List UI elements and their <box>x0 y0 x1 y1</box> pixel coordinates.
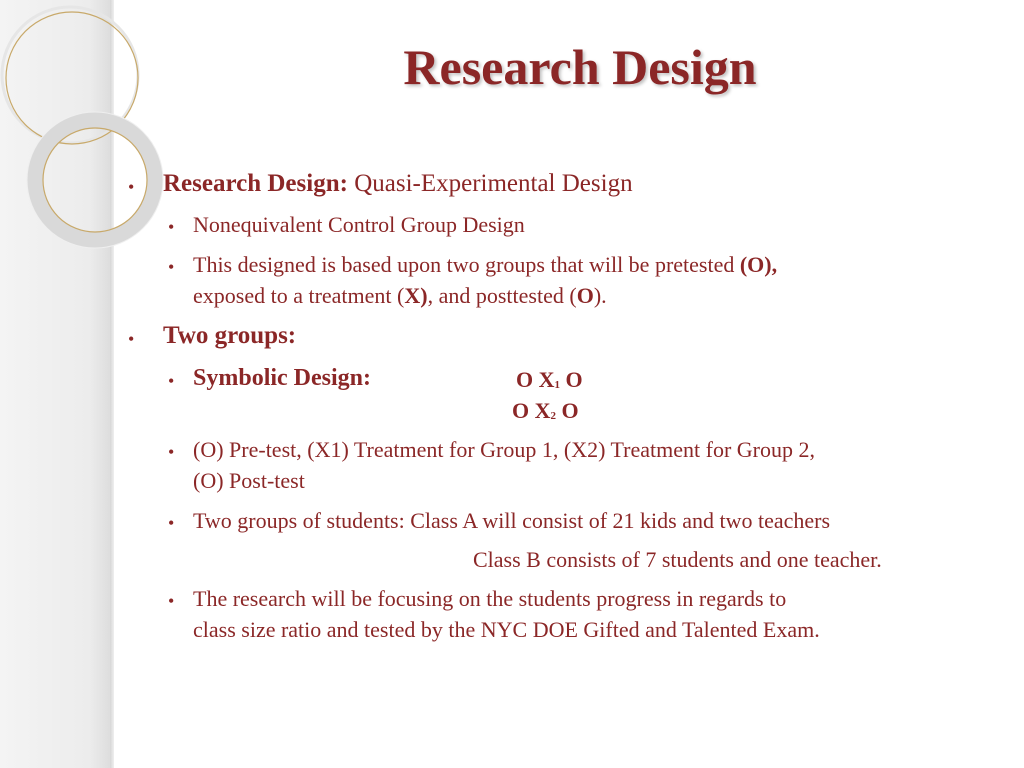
symbolic-row-2 <box>512 398 579 424</box>
research-design-label: Research Design: <box>163 170 348 197</box>
legend-line-2: (O) Post-test <box>193 468 305 493</box>
design-text-part: exposed to a treatment ( <box>193 283 405 308</box>
bullet-dot-icon: • <box>168 513 175 533</box>
bullet-dot-icon: • <box>168 591 175 611</box>
groups-line-1: Two groups of students: Class A will consist of 21 kids and two teachers <box>193 508 831 533</box>
design-text-part: This designed is based upon two groups that will be pretested <box>193 252 740 277</box>
sub-bullet-design-line1 <box>193 252 777 278</box>
symbolic-row-1 <box>516 367 583 393</box>
legend-line-1: (O) Pre-test, (X1) Treatment for Group 1, (X2) Treatment for Group 2, <box>193 437 816 462</box>
bullet-dot-icon: • <box>168 257 175 277</box>
sym-part: O X <box>516 367 555 392</box>
research-line-1: The research will be focusing on the students progress in regards to <box>193 586 787 611</box>
bullet-dot-icon: • <box>168 442 175 462</box>
sub-bullet-design-line2 <box>193 283 607 309</box>
groups-line-2: Class B consists of 7 students and one teacher. <box>473 547 882 572</box>
symbolic-design-label: Symbolic Design: <box>193 365 372 391</box>
design-text-part: , and posttested ( <box>427 283 577 308</box>
bullet-dot-icon: • <box>168 371 175 391</box>
design-text-part: ). <box>593 283 607 308</box>
bullet-dot-icon: • <box>128 329 135 349</box>
bullet-dot-icon: • <box>128 177 135 197</box>
bullet-research-design <box>163 170 633 198</box>
design-text-o-bold: O <box>576 283 594 308</box>
slide-title: Research Design <box>403 39 757 95</box>
sub-bullet-nonequivalent: Nonequivalent Control Group Design <box>193 212 525 237</box>
sym-part: O <box>556 398 579 423</box>
design-text-x-bold: X) <box>404 283 428 308</box>
bullet-two-groups: Two groups: <box>163 322 297 349</box>
sym-subscript: 1 <box>554 379 560 391</box>
sym-part: O <box>560 367 583 392</box>
research-line-2: class size ratio and tested by the NYC DOE Gifted and Talented Exam. <box>193 617 820 642</box>
bullet-dot-icon: • <box>168 217 175 237</box>
sym-subscript: 2 <box>550 410 556 422</box>
design-text-o-bold: (O), <box>739 252 778 277</box>
research-design-value: Quasi-Experimental Design <box>347 170 633 197</box>
sym-part: O X <box>512 398 551 423</box>
